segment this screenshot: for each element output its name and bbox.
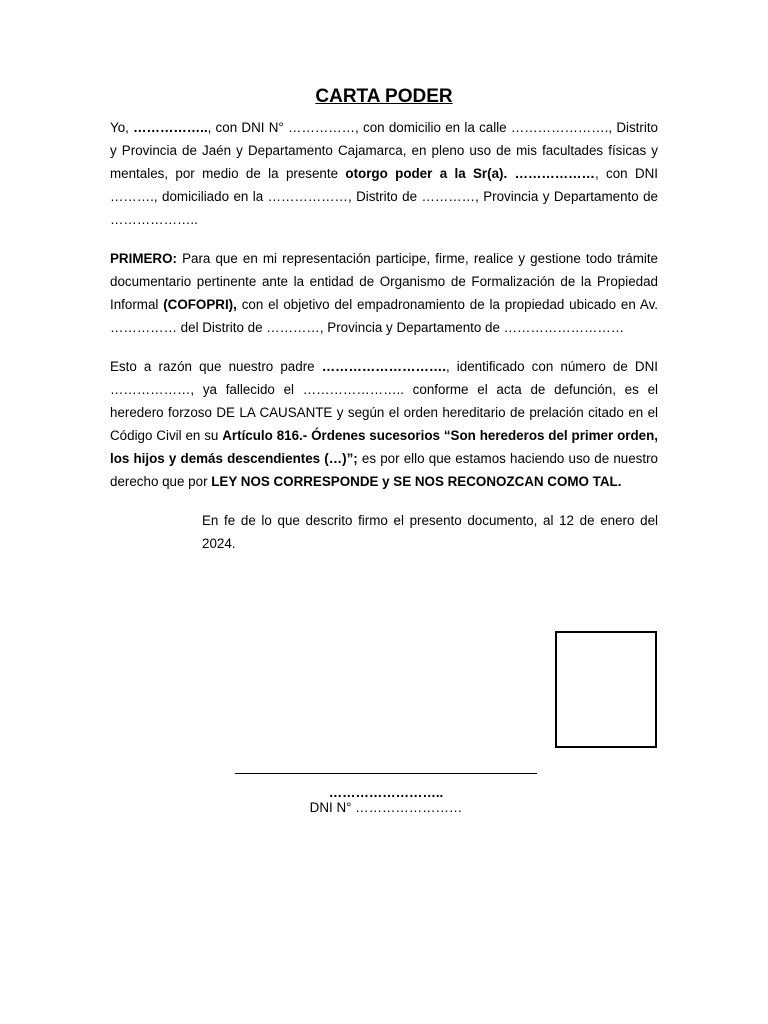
signature-name: …………………….. [328, 785, 444, 800]
p2-text-b: Para que en mi representación participe, firme, realice y gestione todo trámite documentario pertinente ante la entidad de Organismo de Formalización de la Propiedad Informal [110, 251, 658, 312]
signature-dni: DNI N° …………………… [309, 800, 463, 815]
p3-text-e: es por ello que estamos haciendo uso de nuestro derecho que por [110, 451, 658, 489]
p1-grantor-name: …………….. [133, 120, 208, 135]
paragraph-grantor [110, 116, 658, 231]
paragraph-reason [110, 355, 658, 493]
paragraph-primero [110, 247, 658, 339]
p1-text-a: Yo, [110, 120, 134, 135]
p2-text-d: con el objetivo del empadronamiento de la propiedad ubicado en Av. …………… del Distrito de …………, Provincia y Departamento de ……………………… [110, 297, 658, 335]
p3-article: Artículo 816.- Órdenes sucesorios “Son herederos del primer orden, los hijos y demás descendientes (…)”; [110, 428, 658, 466]
p2-cofopri: (COFOPRI), [163, 297, 237, 312]
p3-father-name: ………………………. [321, 359, 446, 374]
p1-text-c: , con DNI N° ……………, con domicilio en la calle …………………., Distrito y Provincia de Jaén y Departamento Cajamarca, en pleno uso de mis facultades físicas y mentales, por medio de la presente [110, 120, 659, 181]
p1-text-e: , con DNI ………., domiciliado en la ………………, Distrito de …………, Provincia y Departamento de ……………….. [110, 166, 659, 227]
document-title: CARTA PODER [315, 86, 453, 107]
p3-text-a: Esto a razón que nuestro padre [110, 359, 322, 374]
p3-law-statement: LEY NOS CORRESPONDE y SE NOS RECONOZCAN COMO TAL. [211, 474, 622, 489]
p3-text-c: , identificado con número de DNI ………………, ya fallecido el ………………….. conforme el acta de defunción, es el heredero forzoso DE LA CAUSANTE y según el orden hereditario de prelación citado en el Código Civil en su [110, 359, 658, 443]
signature-line [235, 773, 537, 774]
document-body [110, 84, 658, 571]
fingerprint-box [555, 631, 657, 748]
p2-heading: PRIMERO: [110, 251, 177, 266]
p1-grant-statement: otorgo poder a la Sr(a). ……………… [345, 166, 595, 181]
paragraph-closing: En fe de lo que descrito firmo el presento documento, al 12 de enero del 2024. [202, 513, 658, 551]
